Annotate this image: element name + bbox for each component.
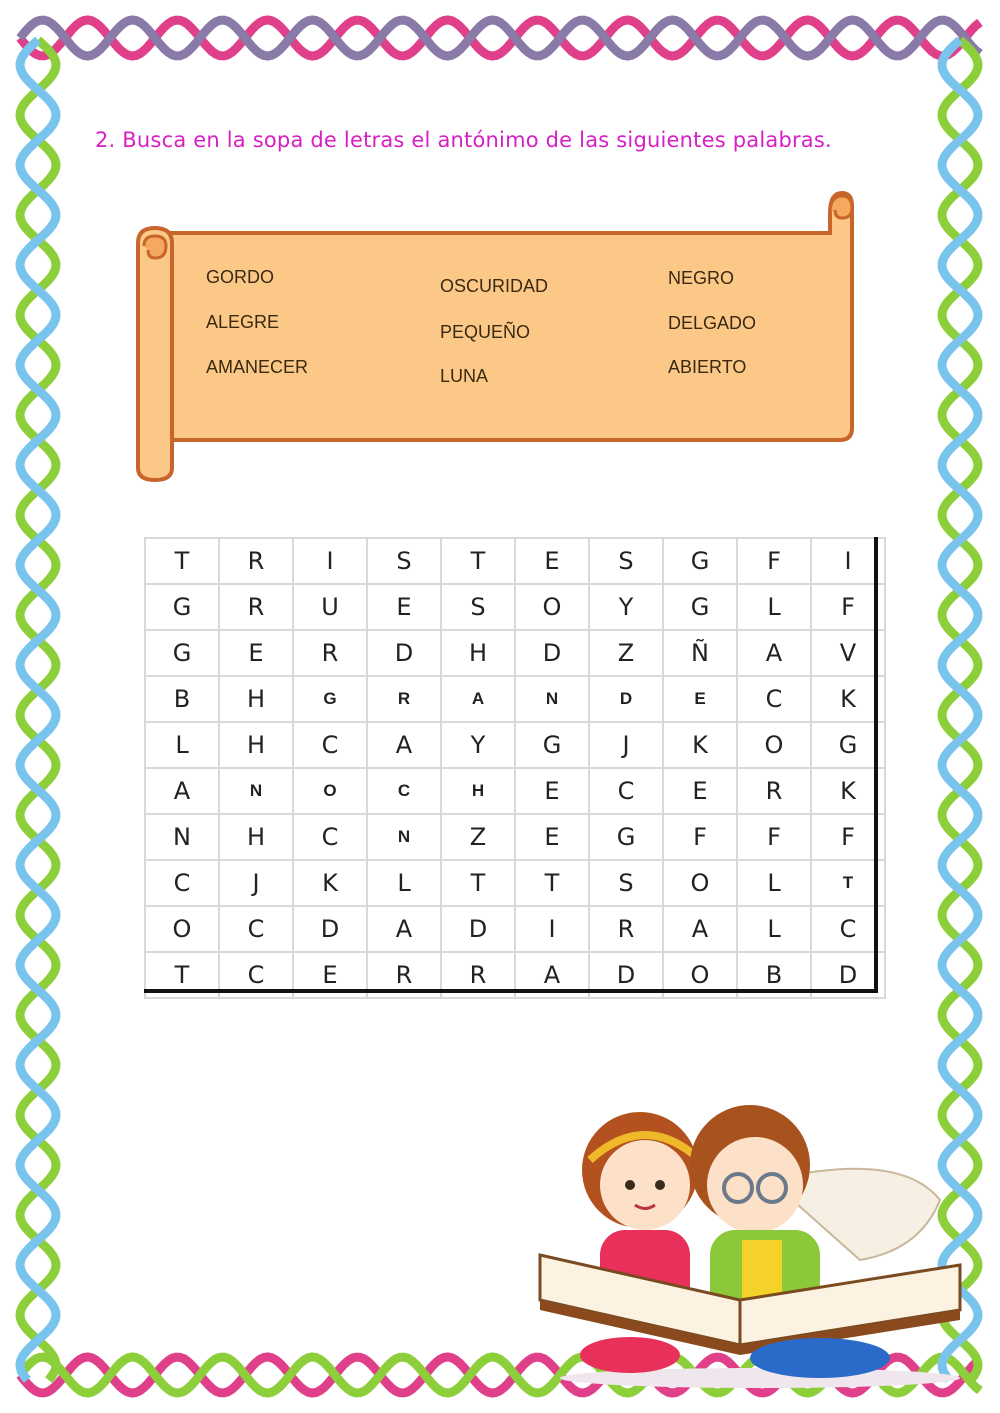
grid-row — [145, 860, 885, 906]
grid-cell[interactable]: T — [441, 860, 515, 906]
grid-cell[interactable]: L — [367, 860, 441, 906]
grid-cell[interactable]: F — [737, 538, 811, 584]
word-delgado: DELGADO — [668, 313, 757, 333]
grid-row — [145, 952, 885, 998]
grid-cell[interactable]: D — [589, 676, 663, 722]
children-reading-illustration — [520, 1090, 990, 1390]
grid-cell[interactable]: U — [293, 584, 367, 630]
grid-cell[interactable]: R — [367, 952, 441, 998]
grid-row — [145, 906, 885, 952]
word-negro: NEGRO — [668, 268, 735, 288]
grid-cell[interactable]: O — [515, 584, 589, 630]
grid-cell[interactable]: C — [589, 768, 663, 814]
grid-cell[interactable]: R — [219, 538, 293, 584]
grid-cell[interactable]: B — [145, 676, 219, 722]
grid-cell[interactable]: D — [811, 952, 885, 998]
grid-cell[interactable]: E — [515, 538, 589, 584]
grid-cell[interactable]: L — [145, 722, 219, 768]
word-oscuridad: OSCURIDAD — [440, 276, 549, 296]
grid-cell[interactable]: H — [219, 722, 293, 768]
grid-cell[interactable]: R — [737, 768, 811, 814]
grid-cell[interactable]: D — [515, 630, 589, 676]
grid-cell[interactable]: C — [219, 906, 293, 952]
grid-cell[interactable]: D — [367, 630, 441, 676]
grid-cell[interactable]: G — [293, 676, 367, 722]
word-pequeno: PEQUEÑO — [440, 322, 531, 342]
grid-row — [145, 584, 885, 630]
grid-cell[interactable]: Ñ — [663, 630, 737, 676]
grid-cell[interactable]: D — [589, 952, 663, 998]
grid-cell[interactable]: N — [515, 676, 589, 722]
grid-cell[interactable]: O — [293, 768, 367, 814]
grid-cell[interactable]: D — [293, 906, 367, 952]
grid-cell[interactable]: E — [663, 768, 737, 814]
grid-cell[interactable]: O — [663, 860, 737, 906]
grid-cell[interactable]: C — [145, 860, 219, 906]
grid-cell[interactable]: C — [219, 952, 293, 998]
grid-cell[interactable]: E — [367, 584, 441, 630]
grid-cell[interactable]: E — [293, 952, 367, 998]
grid-cell[interactable]: K — [811, 768, 885, 814]
grid-cell[interactable]: F — [663, 814, 737, 860]
grid-cell[interactable]: H — [441, 630, 515, 676]
grid-cell[interactable]: D — [441, 906, 515, 952]
grid-cell[interactable]: Y — [441, 722, 515, 768]
grid-cell[interactable]: S — [441, 584, 515, 630]
grid-cell[interactable]: A — [367, 906, 441, 952]
grid-cell[interactable]: C — [811, 906, 885, 952]
grid-cell[interactable]: G — [663, 538, 737, 584]
grid-cell[interactable]: O — [737, 722, 811, 768]
grid-cell[interactable]: R — [219, 584, 293, 630]
grid-cell[interactable]: E — [515, 768, 589, 814]
grid-cell[interactable]: S — [589, 538, 663, 584]
grid-cell[interactable]: K — [663, 722, 737, 768]
grid-cell[interactable]: A — [367, 722, 441, 768]
grid-cell[interactable]: N — [367, 814, 441, 860]
grid-cell[interactable]: J — [589, 722, 663, 768]
word-search-grid — [144, 537, 886, 999]
grid-row — [145, 538, 885, 584]
grid-cell[interactable]: F — [811, 584, 885, 630]
grid-cell[interactable]: T — [145, 952, 219, 998]
word-alegre: ALEGRE — [206, 312, 280, 332]
grid-cell[interactable]: I — [515, 906, 589, 952]
grid-cell[interactable]: T — [145, 538, 219, 584]
grid-cell[interactable]: R — [441, 952, 515, 998]
word-abierto: ABIERTO — [668, 357, 747, 377]
grid-cell[interactable]: N — [145, 814, 219, 860]
grid-cell[interactable]: T — [515, 860, 589, 906]
grid-row — [145, 722, 885, 768]
grid-cell[interactable]: I — [811, 538, 885, 584]
grid-cell[interactable]: G — [589, 814, 663, 860]
grid-cell[interactable]: G — [811, 722, 885, 768]
grid-cell[interactable]: C — [293, 814, 367, 860]
grid-cell[interactable]: L — [737, 906, 811, 952]
grid-cell[interactable]: C — [293, 722, 367, 768]
word-luna: LUNA — [440, 366, 489, 386]
grid-cell[interactable]: L — [737, 860, 811, 906]
grid-cell[interactable]: G — [515, 722, 589, 768]
instruction-text: 2. Busca en la sopa de letras el antónimo de las siguientes palabras. — [95, 128, 832, 152]
grid-cell[interactable]: O — [145, 906, 219, 952]
grid-cell[interactable]: S — [589, 860, 663, 906]
grid-row — [145, 768, 885, 814]
grid-cell[interactable]: Y — [589, 584, 663, 630]
grid-cell[interactable]: E — [663, 676, 737, 722]
grid-cell[interactable]: Z — [589, 630, 663, 676]
grid-cell[interactable]: F — [811, 814, 885, 860]
grid-cell[interactable]: J — [219, 860, 293, 906]
grid-cell[interactable]: R — [293, 630, 367, 676]
grid-cell[interactable]: B — [737, 952, 811, 998]
grid-cell[interactable]: H — [219, 676, 293, 722]
grid-cell[interactable]: A — [737, 630, 811, 676]
grid-cell[interactable]: A — [145, 768, 219, 814]
grid-cell[interactable]: G — [145, 630, 219, 676]
grid-cell[interactable]: L — [737, 584, 811, 630]
word-amanecer: AMANECER — [206, 357, 309, 377]
grid-cell[interactable]: O — [663, 952, 737, 998]
grid-cell[interactable]: R — [367, 676, 441, 722]
grid-cell[interactable]: S — [367, 538, 441, 584]
grid-cell[interactable]: G — [663, 584, 737, 630]
grid-cell[interactable]: T — [811, 860, 885, 906]
grid-cell[interactable]: V — [811, 630, 885, 676]
grid-cell[interactable]: E — [219, 630, 293, 676]
grid-cell[interactable]: E — [515, 814, 589, 860]
grid-cell[interactable]: A — [663, 906, 737, 952]
grid-row — [145, 814, 885, 860]
grid-cell[interactable]: H — [441, 768, 515, 814]
grid-cell[interactable]: Z — [441, 814, 515, 860]
grid-cell[interactable]: C — [367, 768, 441, 814]
grid-row — [145, 676, 885, 722]
grid-cell[interactable]: F — [737, 814, 811, 860]
grid-cell[interactable]: G — [145, 584, 219, 630]
grid-cell[interactable]: A — [515, 952, 589, 998]
word-gordo: GORDO — [206, 267, 275, 287]
grid-cell[interactable]: H — [219, 814, 293, 860]
grid-cell[interactable]: A — [441, 676, 515, 722]
grid-row — [145, 630, 885, 676]
grid-cell[interactable]: I — [293, 538, 367, 584]
grid-cell[interactable]: K — [293, 860, 367, 906]
grid-cell[interactable]: T — [441, 538, 515, 584]
grid-cell[interactable]: N — [219, 768, 293, 814]
grid-cell[interactable]: C — [737, 676, 811, 722]
grid-cell[interactable]: R — [589, 906, 663, 952]
grid-cell[interactable]: K — [811, 676, 885, 722]
